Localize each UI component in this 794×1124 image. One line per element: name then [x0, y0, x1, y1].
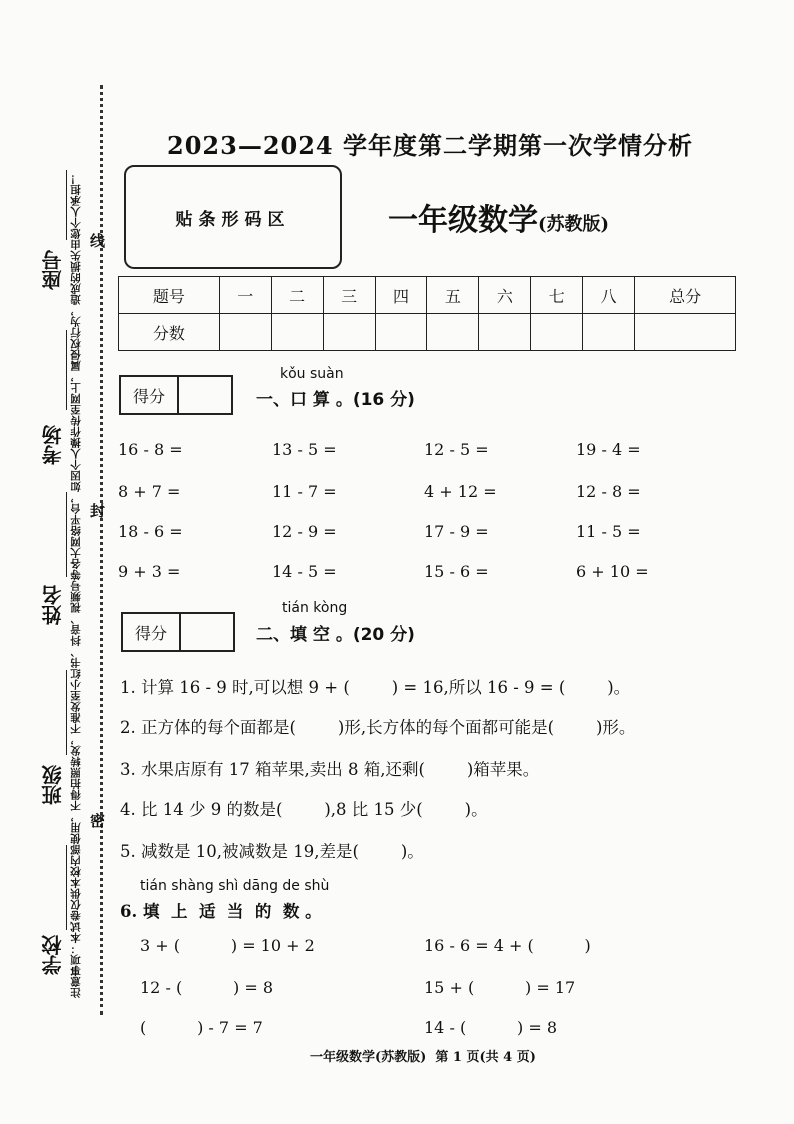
section1-pinyin: kǒu suàn [280, 366, 344, 382]
calc-problem: 19 - 4 = [576, 440, 641, 459]
score-table-cell: 四 [375, 277, 427, 314]
score-table-cell: 五 [427, 277, 479, 314]
score-table-cell: 总分 [635, 277, 736, 314]
section1-title: 一、口 算 。(16 分) [256, 390, 415, 410]
q6-item: 14 - ( ) = 8 [424, 1018, 558, 1037]
score-entry-cell[interactable] [427, 314, 479, 351]
score-table-header-row [119, 277, 736, 314]
section2-score-box [121, 612, 235, 652]
section1-score-box [119, 375, 233, 415]
score-table-cell: 三 [323, 277, 375, 314]
class-line [66, 670, 67, 755]
q6-item: 16 - 6 = 4 + ( ) [424, 936, 591, 955]
score-table-cell: 六 [479, 277, 531, 314]
q6-title: 6. 填 上 适 当 的 数 。 [120, 902, 322, 921]
score-table-row-label: 分数 [119, 314, 220, 351]
exam-room-label: 考场 [41, 425, 65, 465]
score-table-score-row [119, 314, 736, 351]
calc-problem: 16 - 8 = [118, 440, 183, 459]
school-label: 学校 [41, 935, 65, 975]
fill-question: 3. 水果店原有 17 箱苹果,卖出 8 箱,还剩( )箱苹果。 [120, 760, 540, 779]
margin-notice: 注意事项：本试卷仅供本校内部使用，不得拍照转发，不准发至小红书、抖音、视频号等各大网络平台，如因个人操作传至网上，属侵权行为，造成的损失由您个人承担！ [70, 173, 82, 998]
score-entry-cell[interactable] [635, 314, 736, 351]
school-line [66, 845, 67, 930]
section1-score-label: 得分 [121, 377, 179, 413]
calc-problem: 15 - 6 = [424, 562, 489, 581]
section1-score-entry[interactable] [179, 377, 231, 413]
q6-item: 3 + ( ) = 10 + 2 [140, 936, 315, 955]
calc-problem: 12 - 8 = [576, 482, 641, 501]
calc-problem: 11 - 5 = [576, 522, 641, 541]
score-entry-cell[interactable] [531, 314, 583, 351]
seat-number-label: 座号 [41, 250, 65, 290]
fill-question: 4. 比 14 少 9 的数是( ),8 比 15 少( )。 [120, 800, 488, 819]
edition-label: (苏教版) [538, 214, 610, 235]
q6-item: 12 - ( ) = 8 [140, 978, 274, 997]
binding-dotted-line [100, 85, 103, 1015]
calc-problem: 13 - 5 = [272, 440, 337, 459]
name-label: 姓名 [41, 585, 65, 625]
cut-mark-line: 线 [90, 232, 106, 250]
fill-question: 2. 正方体的每个面都是( )形,长方体的每个面都可能是( )形。 [120, 718, 636, 737]
score-entry-cell[interactable] [271, 314, 323, 351]
subject-title [388, 195, 609, 239]
score-table [118, 276, 736, 351]
calc-problem: 6 + 10 = [576, 562, 649, 581]
barcode-area-label: 贴条形码区 [175, 209, 291, 230]
q6-item: 15 + ( ) = 17 [424, 978, 576, 997]
cut-mark-seal: 封 [90, 502, 106, 520]
exam-title: 2023—2024 学年度第二学期第一次学情分析 [167, 131, 693, 160]
name-line [66, 492, 67, 577]
q6-pinyin: tián shàng shì dāng de shù [140, 878, 330, 894]
score-table-cell: 题号 [119, 277, 220, 314]
score-entry-cell[interactable] [219, 314, 271, 351]
barcode-area [124, 165, 342, 269]
fill-question: 1. 计算 16 - 9 时,可以想 9 + ( ) = 16,所以 16 - 9 = ( )。 [120, 678, 631, 697]
score-table-cell: 七 [531, 277, 583, 314]
calc-problem: 14 - 5 = [272, 562, 337, 581]
calc-problem: 12 - 5 = [424, 440, 489, 459]
score-entry-cell[interactable] [323, 314, 375, 351]
section2-title: 二、填 空 。(20 分) [256, 625, 415, 645]
score-entry-cell[interactable] [375, 314, 427, 351]
calc-problem: 11 - 7 = [272, 482, 337, 501]
fill-question: 5. 减数是 10,被减数是 19,差是( )。 [120, 842, 424, 861]
score-table-cell: 八 [583, 277, 635, 314]
page-footer: 一年级数学(苏教版) 第 1 页(共 4 页) [310, 1050, 536, 1065]
exam-room-line [66, 330, 67, 410]
calc-problem: 9 + 3 = [118, 562, 181, 581]
section2-score-entry[interactable] [181, 614, 233, 650]
calc-problem: 8 + 7 = [118, 482, 181, 501]
seat-number-line [66, 170, 67, 240]
subject-name: 一年级数学 [388, 203, 538, 238]
calc-problem: 4 + 12 = [424, 482, 497, 501]
calc-problem: 18 - 6 = [118, 522, 183, 541]
q6-item: ( ) - 7 = 7 [140, 1018, 263, 1037]
calc-problem: 17 - 9 = [424, 522, 489, 541]
score-table-cell: 一 [219, 277, 271, 314]
class-label: 班级 [41, 765, 65, 805]
cut-mark-secret: 密 [90, 812, 106, 830]
section2-pinyin: tián kòng [282, 600, 348, 616]
score-table-cell: 二 [271, 277, 323, 314]
calc-problem: 12 - 9 = [272, 522, 337, 541]
section2-score-label: 得分 [123, 614, 181, 650]
score-entry-cell[interactable] [583, 314, 635, 351]
score-entry-cell[interactable] [479, 314, 531, 351]
